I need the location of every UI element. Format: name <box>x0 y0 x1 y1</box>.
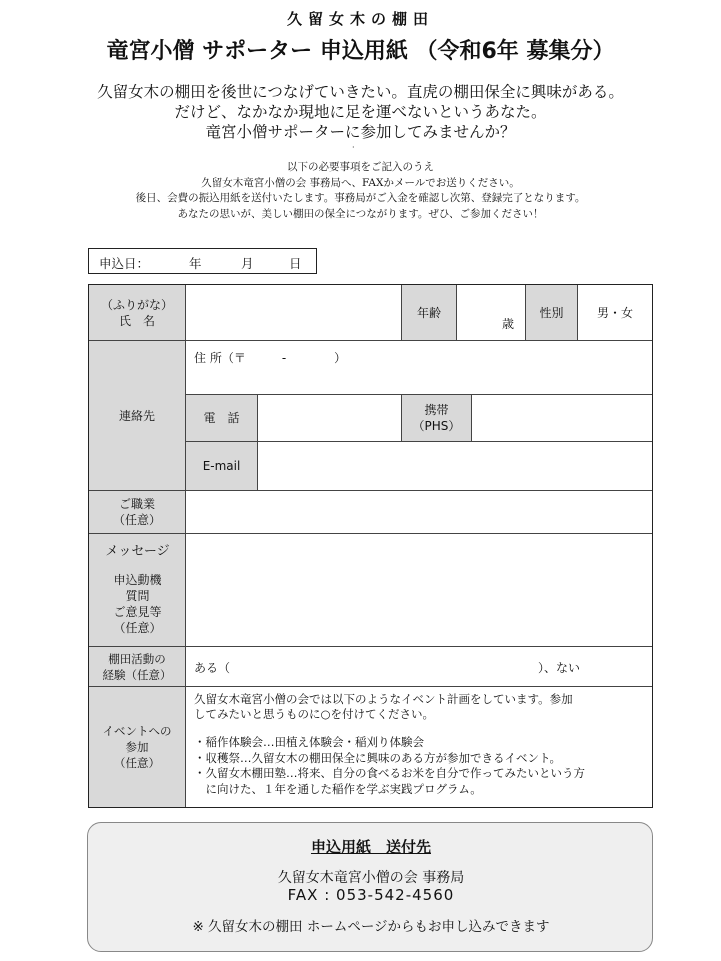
event-intro-line: してみたいと思うものに○を付けてください。 <box>194 707 435 721</box>
application-form <box>88 284 653 808</box>
gender-options-text: 男・女 <box>596 305 633 320</box>
send-title: 申込用紙 送付先 <box>310 838 431 856</box>
event-item[interactable]: ・久留女木棚田塾…将来、自分の食べるお米を自分で作ってみたいという方 <box>194 766 585 780</box>
name-label-cell <box>89 285 186 341</box>
intro-text <box>0 82 721 142</box>
experience-input[interactable] <box>186 647 652 687</box>
message-line: （任意） <box>113 621 162 635</box>
send-fax: FAX : 053-542-4560 <box>287 886 455 904</box>
occupation-label: ご職業 <box>118 497 155 511</box>
mobile-input[interactable] <box>472 395 652 442</box>
gender-options[interactable] <box>578 285 652 341</box>
experience-optional: 経験（任意） <box>102 667 172 682</box>
instructions <box>0 160 721 222</box>
address-label: 住 所（〒 - ） <box>194 351 347 365</box>
phone-label: 電 話 <box>203 411 240 425</box>
email-label-cell <box>186 442 258 491</box>
message-label-cell <box>89 534 186 647</box>
phone-label-cell <box>186 395 258 442</box>
age-label-cell <box>402 285 457 341</box>
intro-line: だけど、なかなか現地に足を運べないというあなた。 <box>174 103 547 121</box>
event-item[interactable]: ・収穫祭…久留女木の棚田保全に興味のある方が参加できるイベント。 <box>194 750 561 765</box>
email-input[interactable] <box>258 442 652 491</box>
page-title: 竜宮小僧 サポーター 申込用紙 （令和6年 募集分） <box>106 39 615 64</box>
event-label-line: （任意） <box>114 756 160 770</box>
date-label: 申込日： <box>99 256 150 271</box>
instruction-line: 以下の必要事項をご記入のうえ <box>287 161 434 173</box>
name-label: 氏 名 <box>118 313 155 328</box>
phone-input[interactable] <box>258 395 402 442</box>
supertitle: 久留女木の棚田 <box>286 10 434 28</box>
mobile-label: 携帯 <box>424 403 449 417</box>
event-item: に向けた、１年を通した稲作を学ぶ実践プログラム。 <box>194 781 482 796</box>
event-label-cell <box>89 687 186 807</box>
event-item[interactable]: ・稲作体験会…田植え体験会・稲刈り体験会 <box>194 735 424 749</box>
separator-dot: · <box>352 143 355 152</box>
age-unit: 歳 <box>502 317 515 331</box>
experience-no: ）、ない <box>538 661 581 675</box>
event-label-line: 参加 <box>125 740 149 754</box>
send-note: ※ 久留女木の棚田 ホームページからもお申し込みできます <box>192 919 550 935</box>
message-line: 申込動機 <box>113 573 162 587</box>
experience-label-cell <box>89 647 186 687</box>
occupation-optional: （任意） <box>112 513 161 527</box>
occupation-input[interactable] <box>186 491 652 534</box>
application-date-box[interactable] <box>88 248 317 274</box>
instruction-line: あなたの思いが、美しい棚田の保全につながります。ぜひ、ご参加ください！ <box>177 207 544 220</box>
message-input[interactable] <box>186 534 652 647</box>
event-label-line: イベントへの <box>102 724 172 738</box>
mobile-label-cell <box>402 395 472 442</box>
send-to-box <box>87 822 653 952</box>
age-input[interactable] <box>457 285 526 341</box>
message-line: ご意見等 <box>113 605 162 619</box>
contact-label-cell <box>89 341 186 491</box>
event-content[interactable] <box>186 687 652 807</box>
date-day: 日 <box>289 256 302 271</box>
occupation-label-cell <box>89 491 186 534</box>
date-month: 月 <box>241 256 254 271</box>
event-intro-line: 久留女木竜宮小僧の会では以下のようなイベント計画をしています。参加 <box>194 692 573 706</box>
instruction-line: 久留女木竜宮小僧の会 事務局へ、FAXかメールでお送りください。 <box>201 176 520 189</box>
mobile-sublabel: （PHS） <box>412 419 461 433</box>
experience-yes: ある（ <box>194 661 231 675</box>
email-label: E-mail <box>202 459 241 473</box>
send-organization: 久留女木竜宮小僧の会 事務局 <box>277 870 465 886</box>
address-input[interactable] <box>186 341 652 395</box>
furigana-label: （ふりがな） <box>100 297 173 312</box>
date-year: 年 <box>189 256 202 271</box>
intro-line: 久留女木の棚田を後世につなげていきたい。直虎の棚田保全に興味がある。 <box>97 83 624 101</box>
message-line: 質問 <box>125 589 150 603</box>
gender-label: 性別 <box>539 305 564 320</box>
experience-label: 棚田活動の <box>108 651 166 666</box>
contact-label: 連絡先 <box>118 408 155 423</box>
age-label: 年齢 <box>416 305 441 320</box>
name-input[interactable] <box>186 285 402 341</box>
message-title: メッセージ <box>105 544 170 559</box>
gender-label-cell <box>526 285 578 341</box>
instruction-line: 後日、会費の振込用紙を送付いたします。事務局がご入金を確認し次第、登録完了となります。 <box>135 192 586 204</box>
intro-line: 竜宮小僧サポーターに参加してみませんか？ <box>205 123 516 141</box>
